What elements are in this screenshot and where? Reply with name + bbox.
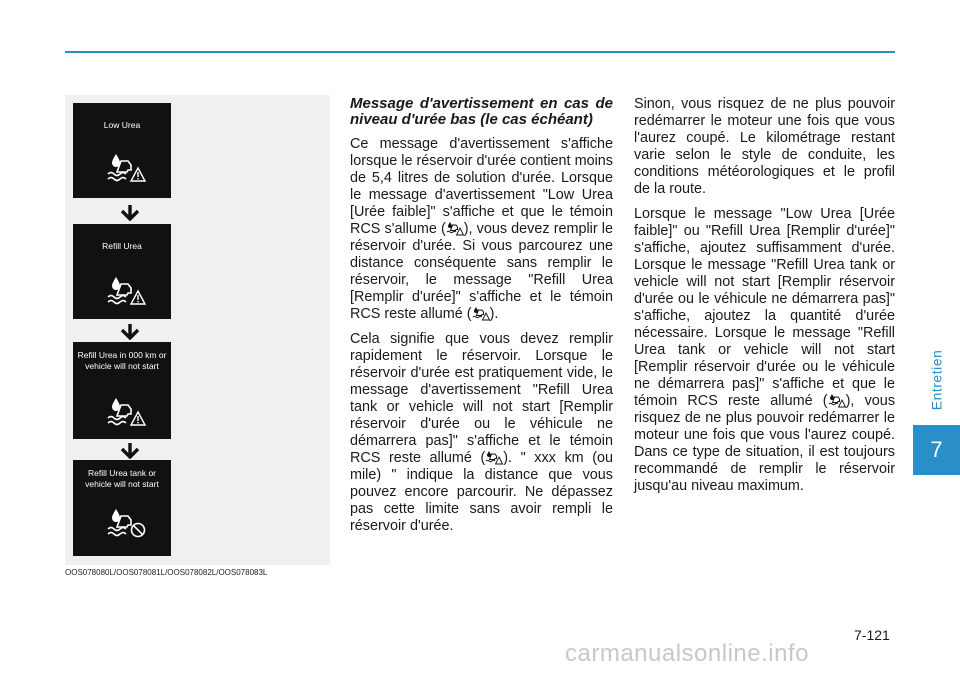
chapter-label (916, 330, 956, 430)
paragraph-text: Cela signifie que vous devez remplir rapidement le réservoir. Lorsque le réservoir d'urée est pratiquement vide, le message d'avertissement "Refill Urea tank or vehicle will not start [Remplir réservoir d'urée ou le véhicule ne démarrera pas]" s'affiche et le témoin RCS reste allumé ( (350, 331, 613, 466)
paragraph-1 (350, 136, 613, 323)
paragraph-text: ), vous risquez de ne plus pouvoir redémarrer le moteur une fois que vous l'aurez coupé. Dans ce type de situation, il est toujours recommandé de remplir le réservoir jusqu'au niveau maximum. (634, 393, 896, 494)
section-title: Message d'avertissement en cas de niveau d'urée bas (le cas échéant) (350, 95, 613, 128)
display-screen-low-urea (73, 103, 171, 198)
paragraph-3: Sinon, vous risquez de ne plus pouvoir redémarrer le moteur une fois que vous l'aurez coupé. Le kilométrage restant varie selon le style de conduite, les conditions météorologiques et le profil de la route. (634, 96, 895, 197)
down-arrow-icon (119, 443, 141, 459)
rcs-warning-icon (446, 221, 464, 236)
header-rule (65, 51, 895, 53)
rcs-warning-icon (828, 393, 846, 408)
chapter-number: 7 (930, 437, 943, 462)
urea-warning-icon (107, 153, 147, 183)
paragraph-text: ). (489, 306, 499, 322)
chapter-tab[interactable] (913, 425, 960, 475)
display-screen-refill-urea (73, 224, 171, 319)
paragraph-text: Lorsque le message "Low Urea [Urée faible]" ou "Refill Urea [Remplir d'urée]" s'affiche, ajoutez suffisamment d'urée. Lorsque le message "Refill Urea tank or vehicle will not start [Remplir réservoir d'urée ou le véhicule ne démarrera pas]" s'affiche, ajoutez la quantité d'urée nécessaire. Lorsque le message "Refill Urea tank or vehicle will not start [Remplir réservoir d'urée ou le véhicule ne démarrera pas]" s'affiche et que le témoin RCS reste allumé ( (634, 206, 895, 409)
paragraph-text: ), vous devez remplir le réservoir d'urée. Si vous parcourez une distance conséquente sans remplir le réservoir, le message "Refill Urea [Remplir d'urée]" s'affiche et le témoin RCS reste allumé ( (350, 221, 613, 322)
watermark: carmanualsonline.info (565, 640, 809, 667)
paragraph-2 (350, 331, 613, 535)
down-arrow-icon (119, 205, 141, 221)
rcs-warning-icon (485, 450, 503, 465)
figure-code: OOS078080L/OOS078081L/OOS078082L/OOS078083L (65, 568, 268, 577)
page-number: 7-121 (854, 627, 890, 643)
screen-title: Refill Urea (102, 241, 142, 251)
down-arrow-icon (119, 324, 141, 340)
urea-warning-icon (107, 397, 147, 427)
text-column-right (634, 96, 895, 503)
rcs-warning-icon (472, 306, 490, 321)
display-screen-refill-urea-tank (73, 460, 171, 556)
screen-title: Low Urea (103, 120, 141, 130)
paragraph-text: ). " xxx km (ou mile) " indique la distance que vous pouvez encore parcourir. Ne dépassez pas cette limite sans avoir rempli le réservoir d'urée. (350, 450, 613, 534)
chapter-name: Entretien (928, 349, 945, 411)
paragraph-text: Ce message d'avertissement s'affiche lorsque le réservoir d'urée contient moins de 5,4 litres de solution d'urée. Lorsque le message d'avertissement "Low Urea [Urée faible]" s'affiche et que le témoin RCS s'allume ( (350, 136, 613, 237)
display-screen-refill-urea-km (73, 342, 171, 439)
text-column-middle (350, 96, 613, 543)
paragraph-4 (634, 206, 895, 495)
urea-warning-icon (107, 276, 147, 306)
screen-title: Refill Urea tank or vehicle will not start (85, 468, 159, 489)
urea-restart-blocked-icon (107, 508, 147, 538)
screen-title: Refill Urea in 000 km or vehicle will not start (77, 350, 167, 371)
